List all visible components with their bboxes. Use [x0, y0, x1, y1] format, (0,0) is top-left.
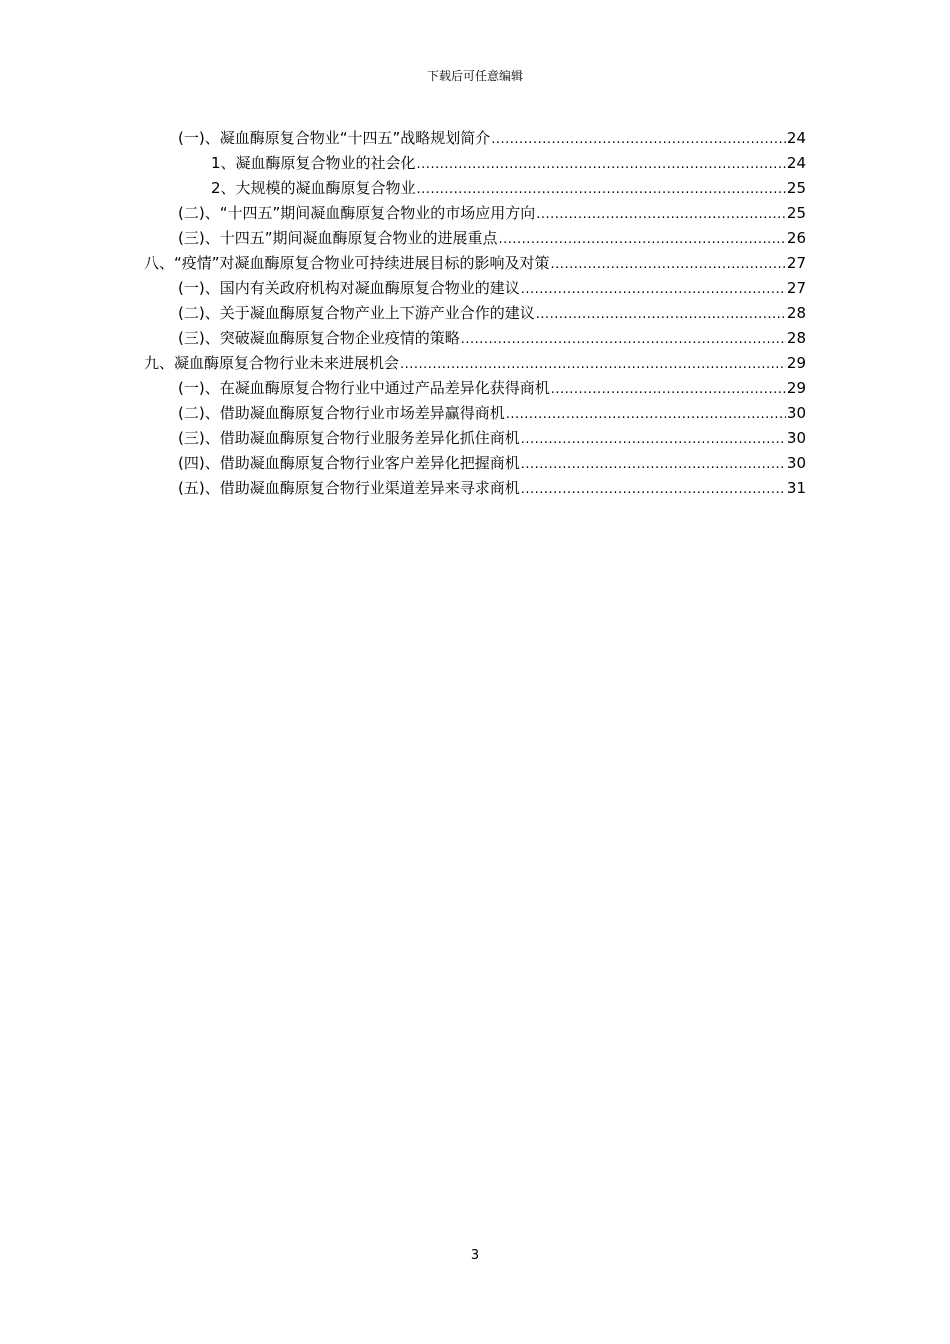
toc-entry-title: (一)、在凝血酶原复合物行业中通过产品差异化获得商机: [178, 379, 550, 397]
toc-entry[interactable]: [178, 226, 806, 251]
toc-dot-leader: [417, 152, 786, 177]
toc-entry-title: (三)、十四五”期间凝血酶原复合物业的进展重点: [178, 229, 498, 247]
toc-entry[interactable]: [211, 151, 806, 176]
toc-entry[interactable]: [144, 251, 806, 276]
toc-entry-page: 30: [786, 454, 806, 472]
toc-entry-title: (四)、借助凝血酶原复合物行业客户差异化把握商机: [178, 454, 520, 472]
toc-dot-leader: [536, 302, 786, 327]
toc-entry-page: 29: [786, 379, 806, 397]
toc-entry[interactable]: [144, 351, 806, 376]
toc-entry-title: (三)、借助凝血酶原复合物行业服务差异化抓住商机: [178, 429, 520, 447]
toc-dot-leader: [400, 352, 786, 377]
toc-entry-title: 2、大规模的凝血酶原复合物业: [211, 179, 416, 197]
toc-dot-leader: [536, 202, 786, 227]
toc-entry-title: 1、凝血酶原复合物业的社会化: [211, 154, 416, 172]
toc-entry-title: 九、凝血酶原复合物行业未来进展机会: [144, 354, 400, 372]
toc-entry[interactable]: [178, 426, 806, 451]
page-number: 3: [470, 1248, 480, 1263]
toc-dot-leader: [461, 327, 786, 352]
toc-entry-page: 30: [786, 404, 806, 422]
toc-dot-leader: [521, 427, 786, 452]
toc-entry-title: (二)、“十四五”期间凝血酶原复合物业的市场应用方向: [178, 204, 536, 222]
toc-dot-leader: [521, 452, 786, 477]
toc-entry[interactable]: [178, 276, 806, 301]
toc-entry-page: 31: [786, 479, 806, 497]
toc-entry-page: 24: [786, 129, 806, 147]
toc-entry[interactable]: [211, 176, 806, 201]
toc-entry[interactable]: [178, 376, 806, 401]
toc-dot-leader: [417, 177, 786, 202]
toc-entry[interactable]: [178, 301, 806, 326]
toc-dot-leader: [506, 402, 786, 427]
page-header: 下载后可任意编辑: [426, 69, 523, 83]
toc-entry-page: 27: [786, 279, 806, 297]
toc-dot-leader: [521, 477, 786, 502]
toc-entry-title: (一)、国内有关政府机构对凝血酶原复合物业的建议: [178, 279, 520, 297]
toc-entry-page: 29: [786, 354, 806, 372]
toc-entry-page: 30: [786, 429, 806, 447]
toc-entry-page: 27: [786, 254, 806, 272]
toc-entry-title: (三)、突破凝血酶原复合物企业疫情的策略: [178, 329, 460, 347]
toc-entry[interactable]: [178, 451, 806, 476]
toc-dot-leader: [521, 277, 786, 302]
toc-entry[interactable]: [178, 126, 806, 151]
toc-entry-page: 28: [786, 329, 806, 347]
toc-entry[interactable]: [178, 401, 806, 426]
toc-entry-title: (一)、凝血酶原复合物业“十四五”战略规划简介: [178, 129, 491, 147]
toc-entry[interactable]: [178, 326, 806, 351]
toc-dot-leader: [491, 127, 786, 152]
toc-entry-page: 25: [786, 179, 806, 197]
toc-entry-title: (五)、借助凝血酶原复合物行业渠道差异来寻求商机: [178, 479, 520, 497]
toc-entry-title: (二)、关于凝血酶原复合物产业上下游产业合作的建议: [178, 304, 535, 322]
toc-entry-page: 28: [786, 304, 806, 322]
toc-entry-page: 24: [786, 154, 806, 172]
toc-entry[interactable]: [178, 201, 806, 226]
toc-entry-title: 八、“疫情”对凝血酶原复合物业可持续进展目标的影响及对策: [144, 254, 550, 272]
toc-entry-page: 25: [786, 204, 806, 222]
toc-dot-leader: [551, 252, 786, 277]
toc-entry-page: 26: [786, 229, 806, 247]
toc-dot-leader: [551, 377, 786, 402]
toc-entry[interactable]: [178, 476, 806, 501]
toc-dot-leader: [498, 227, 785, 252]
toc-entry-title: (二)、借助凝血酶原复合物行业市场差异赢得商机: [178, 404, 505, 422]
